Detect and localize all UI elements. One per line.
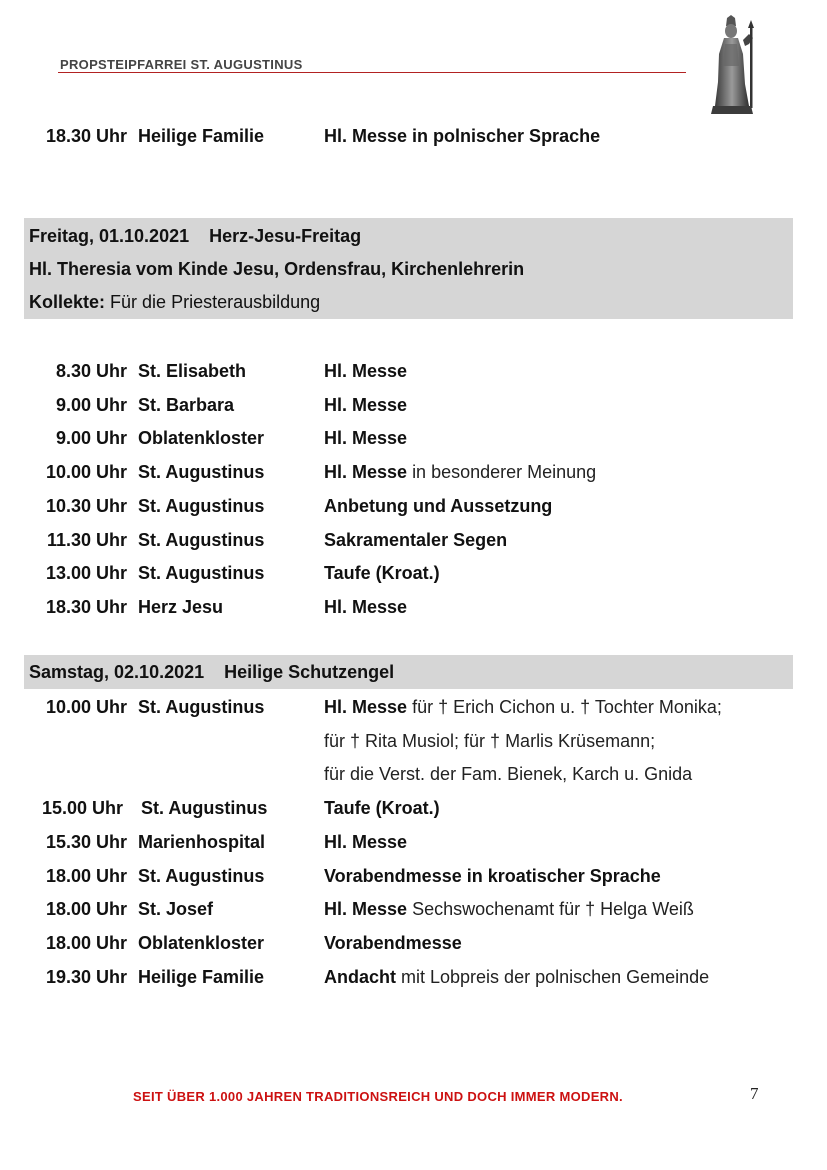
schedule-row xyxy=(0,892,827,926)
friday-date: Freitag, 01.10.2021 xyxy=(29,226,190,246)
entry-location: Heilige Familie xyxy=(138,966,265,987)
entry-location: St. Augustinus xyxy=(138,529,265,550)
schedule-row xyxy=(0,724,827,758)
entry-time: 18.30 Uhr xyxy=(45,126,127,146)
entry-description xyxy=(324,926,462,960)
friday-collect-line xyxy=(29,286,320,319)
entry-time: 11.30 Uhr xyxy=(46,529,127,550)
entry-description xyxy=(324,523,507,557)
entry-location: Oblatenkloster xyxy=(138,428,265,449)
schedule-row xyxy=(0,489,827,523)
entry-location: St. Josef xyxy=(138,899,214,920)
entry-time: 10.30 Uhr xyxy=(45,495,127,516)
entry-event: Taufe (Kroat.) xyxy=(324,798,440,819)
entry-note: mit Lobpreis der polnischen Gemeinde xyxy=(401,966,710,987)
entry-time: 9.00 Uhr xyxy=(55,394,127,415)
entry-description xyxy=(324,556,440,590)
entry-event: Hl. Messe xyxy=(324,428,408,449)
entry-description xyxy=(324,489,552,523)
schedule-row xyxy=(0,757,827,791)
saturday-date-line xyxy=(29,656,394,689)
entry-note: für † Erich Cichon u. † Tochter Monika; xyxy=(412,697,722,717)
entry-event: Sakramentaler Segen xyxy=(324,529,508,550)
entry-location: St. Augustinus xyxy=(138,697,265,717)
collect-label: Kollekte: xyxy=(29,292,106,312)
entry-time: 13.00 Uhr xyxy=(45,563,127,584)
header-rule xyxy=(58,72,686,73)
entry-time: 8.30 Uhr xyxy=(55,361,127,381)
entry-time: 10.00 Uhr xyxy=(45,462,127,483)
entry-time: 9.00 Uhr xyxy=(55,428,127,449)
friday-saint-line: Hl. Theresia vom Kinde Jesu, Ordensfrau, Kirchenlehrerin xyxy=(29,259,525,279)
entry-location: St. Elisabeth xyxy=(138,361,247,381)
entry-description xyxy=(324,421,407,455)
entry-description xyxy=(324,892,694,926)
entry-time: 10.00 Uhr xyxy=(45,697,127,717)
entry-location: St. Barbara xyxy=(138,394,235,415)
schedule-row xyxy=(0,960,827,994)
entry-description xyxy=(324,119,600,153)
entry-description xyxy=(324,859,661,893)
entry-description xyxy=(324,791,440,825)
entry-description xyxy=(324,354,407,388)
entry-note: für † Rita Musiol; für † Marlis Krüsemann; xyxy=(324,730,656,751)
friday-feast: Herz-Jesu-Freitag xyxy=(209,226,362,246)
entry-description xyxy=(324,825,407,859)
entry-description xyxy=(324,724,655,758)
entry-event: Hl. Messe xyxy=(324,899,408,920)
schedule-row xyxy=(0,556,827,590)
entry-event: Hl. Messe xyxy=(324,697,408,717)
schedule-row xyxy=(0,455,827,489)
entry-description xyxy=(324,757,692,791)
saint-augustinus-statue-icon xyxy=(705,14,761,116)
entry-location: Oblatenkloster xyxy=(138,932,265,953)
entry-event: Hl. Messe xyxy=(324,831,408,852)
entry-location: St. Augustinus xyxy=(138,563,265,584)
entry-description xyxy=(324,388,407,422)
entry-description xyxy=(324,960,709,994)
collect-text: Für die Priesterausbildung xyxy=(110,292,321,312)
entry-location: St. Augustinus xyxy=(138,865,265,886)
schedule-row xyxy=(0,791,827,825)
entry-time: 18.00 Uhr xyxy=(45,932,127,953)
entry-location: St. Augustinus xyxy=(141,798,268,819)
entry-location: St. Augustinus xyxy=(138,495,265,516)
entry-location: Heilige Familie xyxy=(138,126,265,146)
friday-date-line xyxy=(29,220,361,253)
entry-location: St. Augustinus xyxy=(138,462,265,483)
entry-event: Hl. Messe xyxy=(324,462,408,483)
schedule-row xyxy=(0,354,827,388)
entry-description xyxy=(324,690,722,724)
schedule-row xyxy=(0,926,827,960)
entry-note: Sechswochenamt für † Helga Weiß xyxy=(412,899,694,920)
entry-note: in besonderer Meinung xyxy=(412,462,597,483)
parish-header-title: PROPSTEIPFARREI ST. AUGUSTINUS xyxy=(60,57,303,72)
entry-event: Vorabendmesse xyxy=(324,932,462,953)
entry-event: Vorabendmesse in kroatischer Sprache xyxy=(324,865,661,886)
schedule-row xyxy=(0,590,827,624)
schedule-row xyxy=(0,825,827,859)
entry-event: Taufe (Kroat.) xyxy=(324,563,440,584)
entry-event: Hl. Messe in polnischer Sprache xyxy=(324,126,601,146)
entry-note: für die Verst. der Fam. Bienek, Karch u. Gnida xyxy=(324,764,693,785)
entry-event: Anbetung und Aussetzung xyxy=(324,495,553,516)
entry-event: Hl. Messe xyxy=(324,394,408,415)
schedule-row xyxy=(0,421,827,455)
entry-time: 15.00 Uhr xyxy=(41,798,123,819)
saturday-date: Samstag, 02.10.2021 xyxy=(29,662,205,682)
entry-time: 18.00 Uhr xyxy=(45,865,127,886)
entry-time: 15.30 Uhr xyxy=(45,831,127,852)
entry-event: Hl. Messe xyxy=(324,361,408,381)
entry-time: 18.00 Uhr xyxy=(45,899,127,920)
entry-event: Hl. Messe xyxy=(324,596,408,617)
entry-description xyxy=(324,455,596,489)
schedule-row xyxy=(0,690,827,724)
entry-location: Marienhospital xyxy=(138,831,266,852)
saturday-feast: Heilige Schutzengel xyxy=(224,662,395,682)
entry-description xyxy=(324,590,407,624)
entry-time: 19.30 Uhr xyxy=(45,966,127,987)
schedule-row xyxy=(0,523,827,557)
schedule-row xyxy=(0,119,827,153)
entry-event: Andacht xyxy=(324,966,396,987)
entry-time: 18.30 Uhr xyxy=(45,596,127,617)
schedule-row xyxy=(0,388,827,422)
page-number: 7 xyxy=(750,1084,759,1103)
footer-slogan: SEIT ÜBER 1.000 JAHREN TRADITIONSREICH UND DOCH IMMER MODERN. xyxy=(133,1089,623,1104)
schedule-row xyxy=(0,859,827,893)
entry-location: Herz Jesu xyxy=(138,596,224,617)
